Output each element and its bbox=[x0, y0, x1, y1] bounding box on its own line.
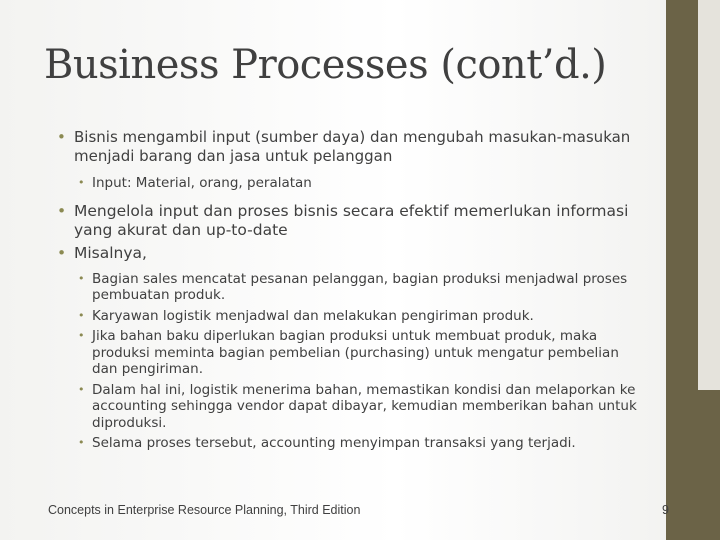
bullet-text: Input: Material, orang, peralatan bbox=[92, 175, 312, 191]
bullet-icon: • bbox=[57, 201, 67, 220]
bullet-text: Jika bahan baku diperlukan bagian produksi untuk membuat produk, maka produksi meminta bagian pembelian (purchasing) untuk mengatur pembelian dan pengiriman. bbox=[92, 328, 619, 377]
bullet-icon: • bbox=[78, 308, 85, 322]
bullet-icon: • bbox=[57, 128, 66, 146]
bullet-text: Dalam hal ini, logistik menerima bahan, memastikan kondisi dan melaporkan ke accounting sehingga vendor dapat dibayar, kemudian memberikan bahan untuk diproduksi. bbox=[92, 381, 637, 431]
bullet-level2 bbox=[54, 271, 644, 304]
bullet-icon: • bbox=[78, 382, 85, 396]
bullet-icon: • bbox=[78, 436, 85, 449]
sidebar-block bbox=[698, 390, 720, 540]
slide-title: Business Processes (cont’d.) bbox=[44, 42, 607, 88]
bullet-text: Misalnya, bbox=[74, 243, 147, 262]
bullet-text: Karyawan logistik menjadwal dan melakukan pengiriman produk. bbox=[92, 307, 534, 324]
bullet-text: Mengelola input dan proses bisnis secara efektif memerlukan informasi yang akurat dan up-to-date bbox=[74, 201, 629, 239]
bullet-text: Bisnis mengambil input (sumber daya) dan mengubah masukan-masukan menjadi barang dan jasa untuk pelanggan bbox=[74, 128, 631, 165]
bullet-level1 bbox=[54, 244, 644, 263]
slide-footer: Concepts in Enterprise Resource Planning, Third Edition bbox=[48, 503, 361, 517]
bullet-level2 bbox=[54, 308, 644, 325]
bullet-icon: • bbox=[78, 271, 85, 285]
bullet-text: Bagian sales mencatat pesanan pelanggan, bagian produksi menjadwal proses pembuatan produk. bbox=[92, 270, 628, 303]
bullet-icon: • bbox=[78, 329, 85, 342]
bullet-level2 bbox=[54, 328, 644, 378]
bullet-level2 bbox=[54, 175, 644, 192]
bullet-text: Selama proses tersebut, accounting menyimpan transaksi yang terjadi. bbox=[92, 435, 576, 451]
page-number: 9 bbox=[662, 503, 669, 517]
slide-body bbox=[54, 128, 644, 456]
bullet-level2 bbox=[54, 382, 644, 432]
bullet-icon: • bbox=[57, 243, 67, 262]
bullet-level1 bbox=[54, 202, 644, 240]
bullet-icon: • bbox=[78, 176, 85, 189]
bullet-level1 bbox=[54, 128, 644, 166]
bullet-level2 bbox=[54, 435, 644, 452]
